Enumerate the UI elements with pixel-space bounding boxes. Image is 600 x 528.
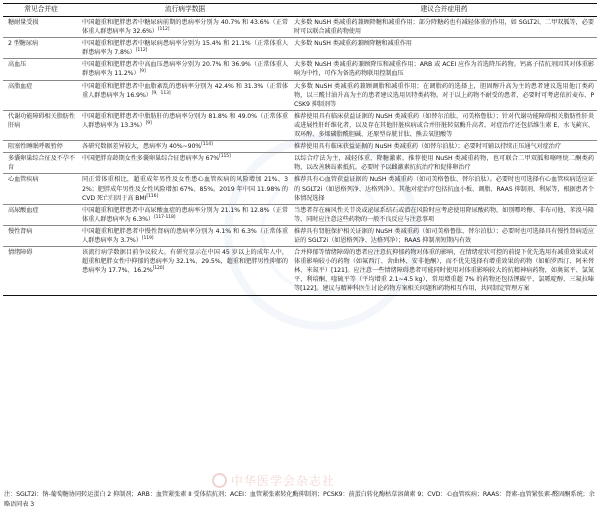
recommendation-cell: 以综合疗法为主，减轻体重、降糖激素。推荐使用 NuSH 类减重药物，也可联合二甲双胍和噻唑烷二酮类药物，以改善胰岛素抵抗。必要时予以雌激素抗抗治疗和促排卵治疗	[294, 155, 594, 172]
epidemiology-text: 中国超重和肥胖患者中高血压患病率分别为 20.7% 和 36.9%（正常体重人群患病率为 11.2%）	[82, 61, 288, 78]
epidemiology-text: 中国超重和肥胖患者中脂肪肝的患病率分别为 81.8% 和 49.0%（正常体重人群患病率为 13.3%）	[82, 112, 288, 129]
reference-marker: [114]	[201, 142, 213, 148]
recommendation-cell: 当患者存在痛风性关节炎或泌尿系结石或潜在风险时应考虑使用降尿酸药物，如别嘌呤醇、非布司他、苯溴马隆等，同时应注意这些药物的一般不良反应与注意事项	[294, 206, 594, 223]
reference-marker: [112]	[157, 27, 170, 33]
epidemiology-cell	[79, 38, 291, 59]
reference-marker: [120]	[152, 266, 165, 272]
comorbidity-table	[3, 3, 597, 296]
table-row	[3, 225, 597, 246]
publisher-watermark-logo	[212, 472, 335, 489]
epidemiology-text: 同正常体重相比，超重成年男性及女性患心血管疾病的风险增加 21%、32%；肥胖成年男性及女性风险增加 67%、85%。2019 年中国 11.98% 的 CVD 死亡归因于高 BMI	[82, 176, 288, 202]
table-row	[3, 247, 597, 295]
condition-cell: 高脂血症	[8, 82, 33, 90]
condition-cell: 高尿酸血症	[8, 206, 39, 214]
table-row	[3, 59, 597, 80]
publisher-logo-icon	[212, 473, 227, 488]
condition-cell: 阻塞性睡眠呼吸暂停	[8, 143, 63, 151]
condition-cell: 多囊卵巢综合征及不孕不育	[8, 155, 75, 172]
table-row	[3, 174, 597, 204]
condition-cell: 代谢功能障碍相关脂肪性肝病	[8, 112, 75, 129]
reference-marker: [116]	[146, 193, 158, 199]
epidemiology-cell	[79, 59, 291, 80]
table-notes: 注：SGLT2i：钠-葡萄糖协同转运蛋白 2 抑制剂；ARB：血管紧张素 II 受体拮抗剂；ACEI：血管紧张素转化酶抑制剂；PCSK9：前蛋白转化酶枯草溶菌素 9；CVD：心血管疾病；RAAS：肾素-血管紧张素-醛固酮系统；余略语同表 3	[4, 491, 595, 508]
epidemiology-cell	[79, 174, 291, 204]
epidemiology-cell	[79, 110, 291, 140]
epidemiology-text: 中国超重和肥胖患者中慢性肾病的患病率分别为 4.1% 和 6.3%（正常体重人群患病率为 3.7%）	[82, 227, 288, 244]
reference-marker: [9]	[145, 120, 152, 126]
epidemiology-cell	[79, 225, 291, 246]
epidemiology-text: 各研究数据差异较大，患病率为 40%~90%	[82, 143, 202, 151]
publisher-logo-text: 中华医学会杂志社	[231, 474, 336, 488]
epidemiology-cell	[79, 153, 291, 174]
recommendation-cell: 推荐具有心血管获益证据的 NuSH 类减重药（如司美格鲁肽、替尔泊肽）。必要时也可选择有心血管疾病适应证的 SGLT2i（如恩格列净、达格列净）。其他对症治疗包括抗血小板、调脂、RAAS 抑制剂、利尿等，根据患者个体情况选择	[294, 176, 594, 202]
table-row	[3, 141, 597, 153]
reference-marker: [9]	[139, 69, 146, 75]
condition-cell: 2 型糖尿病	[8, 40, 39, 48]
header-condition: 常见合并症	[24, 5, 58, 14]
table-row	[3, 38, 597, 59]
epidemiology-cell	[79, 80, 291, 110]
recommendation-cell: 合并抑郁等情绪障碍的患者应注意抗抑郁药物对体重的影响，在情绪症状可控的前提下优先选用有减重效果或对体重影响较小的药物（如氟西汀、舍曲林、安非他酮），而不优先选择有增重效果的药物（如帕罗西汀、阿米替林、米氮平）[121]。应注意一些情绪障碍患者可能同时使用对体重影响较大的抗精神病药物，如奥氮平、氯氮平、利培酮、喹硫平等（平均增重 2.1~4.5 kg），常用增重超 7% 的药物还包括锂碳平、氯哌啶醇、三氟拉嗪等[122]。建议与精神科医生讨论药物方案相关问题和药物相互作用，共同制定管理方案	[294, 249, 594, 293]
reference-marker: [112]	[135, 48, 148, 54]
epidemiology-text: 中国肥胖育龄期女性多囊卵巢综合征患病率为 67%	[82, 155, 220, 163]
epidemiology-text: 中国超重和肥胖患者中高尿酸血症的患病率分别为 21.1% 和 12.8%（正常体重人群患病率为 6.3%）	[82, 206, 288, 223]
recommendation-cell: 大多数 NuSH 类减重药兼顾降糖和减重作用	[294, 40, 412, 48]
epidemiology-cell	[79, 204, 291, 225]
recommendation-cell: 推荐具有肾脏保护相关证据的 NuSH 类减重药（如司美格鲁肽、替尔泊肽）；必要时也可选择具有慢性肾病适应证的 SGLT2i（如恩格列净、达格列净）；RAAS 抑制剂短期内有效	[294, 227, 594, 244]
epidemiology-text: 该流行病学数据目前争议较大。有研究显示在中国 45 岁以上的成年人中，超重和肥胖女性中抑郁的患病率为 32.1%、29.5%，超重和肥胖男性抑郁的患病率为 17.7%、16.2%	[82, 249, 288, 275]
reference-marker: [9，113]	[151, 90, 171, 96]
table-row	[3, 110, 597, 140]
table-row	[3, 80, 597, 110]
epidemiology-text: 中国超重和肥胖患者中糖尿病前期的患病率分别为 40.7% 和 43.6%（正常体重人群患病率为 32.6%）	[82, 19, 288, 36]
epidemiology-cell	[79, 247, 291, 295]
epidemiology-cell	[79, 17, 291, 38]
reference-marker: [115]	[219, 154, 231, 160]
header-recommendation: 建议合并症用药	[420, 5, 468, 14]
recommendation-cell: 大多数 NuSH 类减重药兼顾调脂和减重作用；在调脂药的选择上，胆固醇升高为主的患者建议选用他汀类药物，以三酰甘油升高为主的患者建议选用贝特类药物。对于以上药物不耐受的患者，必要时可考虑依折麦布、PCSK9 抑制剂等	[294, 82, 594, 108]
table-row	[3, 17, 597, 38]
reference-marker: [117-118]	[153, 214, 176, 220]
table-header-row	[3, 4, 597, 17]
condition-cell: 高血压	[8, 61, 27, 69]
recommendation-cell: 大多数 NuSH 类减重药兼顾降压和减重作用；ARB 或 ACEI 应作为首选降压药物。钙离子拮抗剂因其对体重影响为中性，可作为备选药物联用控制血压	[294, 61, 594, 78]
recommendation-cell: 大多数 NuSH 类减重药兼顾降糖和减重作用；部分降糖药也有减轻体重的作用，如 SGLT2i、二甲双胍等，必要时可以联合减重药物使用	[294, 19, 594, 36]
recommendation-cell: 推荐使用具有临床获益证据的 NuSH 类减重药（如替尔泊肽）；必要时可辅以持续正压通气对症治疗	[294, 143, 561, 151]
epidemiology-text: 中国超重和肥胖患者中血脂紊乱的患病率分别为 42.4% 和 31.3%（正常体重人群患病率为 16.9%）	[82, 82, 288, 99]
reference-marker: [119]	[141, 235, 154, 241]
condition-cell: 情绪障碍	[8, 249, 33, 257]
epidemiology-text: 中国超重和肥胖患者中糖尿病患病率分别为 15.4% 和 21.1%（正常体重人群患病率为 7.8%）	[82, 40, 288, 57]
table-row	[3, 204, 597, 225]
header-epidemiology: 流行病学数据	[164, 5, 206, 14]
table-row	[3, 153, 597, 174]
condition-cell: 糖耐量受损	[8, 19, 39, 26]
condition-cell: 慢性肾病	[8, 227, 33, 235]
epidemiology-cell	[79, 141, 291, 153]
condition-cell: 心血管疾病	[8, 176, 39, 184]
recommendation-cell: 推荐使用具有临床获益证据的 NuSH 类减重药（如替尔泊肽、司美格鲁肽）；针对代谢功能障碍相关脂肪性肝炎或进展性肝纤维化者，以及存在其他肝脏疾病或合并肝脏转氨酶升高者，对症治疗还包括维生素 E、水飞蓟宾、双环醇、多烯磷脂酰胆碱、还原型谷胱甘肽、熊去氧胆酸等	[294, 112, 594, 139]
